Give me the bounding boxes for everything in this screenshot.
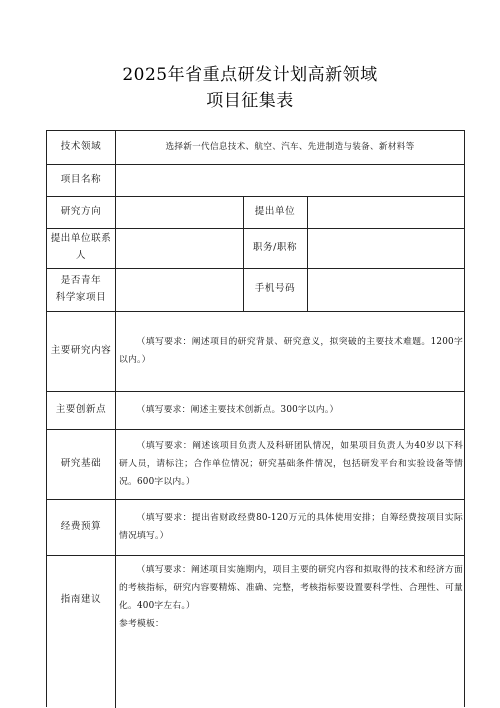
young-scientist-field[interactable]: [115, 268, 243, 311]
budget-label: 经费预算: [60, 520, 102, 532]
unit-contact-label: [47, 228, 115, 268]
position-title-label: 职务/职称: [252, 241, 298, 253]
research-direction-field[interactable]: [115, 196, 243, 228]
submitting-unit-field[interactable]: [307, 196, 465, 228]
main-content-instructions: （填写要求：阐述项目的研究背景、研究意义，拟突破的主要技术难题。1200字以内。）: [119, 336, 463, 365]
document-title: 2025年省重点研发计划高新领域: [122, 65, 378, 85]
young-scientist-label: [47, 268, 115, 311]
document-subtitle: 项目征集表: [206, 91, 294, 111]
research-direction-label: 研究方向: [60, 205, 102, 217]
innovation-label: 主要创新点: [55, 403, 107, 415]
unit-contact-label-line2: 人: [75, 250, 87, 261]
innovation-instructions: （填写要求：阐述主要技术创新点。300字以内。）: [136, 404, 339, 415]
phone-number-label: 手机号码: [254, 283, 296, 295]
project-name-field[interactable]: [115, 164, 465, 196]
unit-contact-field[interactable]: [115, 228, 243, 268]
reference-template-label: 参考模板：: [119, 619, 164, 630]
young-scientist-label-line1: 是否青年: [60, 274, 102, 286]
budget-instructions: （填写要求：提出省财政经费80-120万元的具体使用安排；自筹经费按项目实际情况填写。）: [119, 512, 463, 541]
tech-field-label: 技术领域: [60, 141, 102, 153]
guide-suggestion-instructions: （填写要求：阐述项目实施期内，项目主要的研究内容和拟取得的技术和经济方面的考核指标，研究内容要精炼、准确、完整，考核指标要设置要科学性、合理性、可量化。400字左右。）: [119, 565, 463, 612]
young-scientist-label-line2: 科学家项目: [55, 291, 107, 303]
innovation-field[interactable]: [119, 391, 463, 429]
main-content-field[interactable]: [119, 311, 463, 391]
research-basis-field[interactable]: [119, 429, 463, 499]
tech-field-value: 选择新一代信息技术、航空、汽车、先进制造与装备、新材料等: [165, 141, 415, 152]
main-content-label: 主要研究内容: [50, 344, 112, 356]
position-title-field[interactable]: [307, 228, 465, 268]
unit-contact-label-line1: 提出单位联系: [50, 233, 112, 245]
guide-suggestion-field[interactable]: [119, 561, 463, 701]
phone-number-field[interactable]: [307, 268, 465, 311]
budget-field[interactable]: [119, 499, 463, 555]
research-basis-label: 研究基础: [60, 457, 102, 469]
project-name-label: 项目名称: [60, 173, 102, 185]
research-basis-instructions: （填写要求：阐述该项目负责人及科研团队情况，如果项目负责人为40岁以下科研人员，请标注；合作单位情况；研究基础条件情况，包括研发平台和实验设备等情况。600字以内。）: [119, 440, 463, 488]
submitting-unit-label: 提出单位: [254, 205, 296, 217]
guide-suggestion-label: 指南建议: [60, 593, 102, 605]
project-form-table: [46, 130, 465, 707]
